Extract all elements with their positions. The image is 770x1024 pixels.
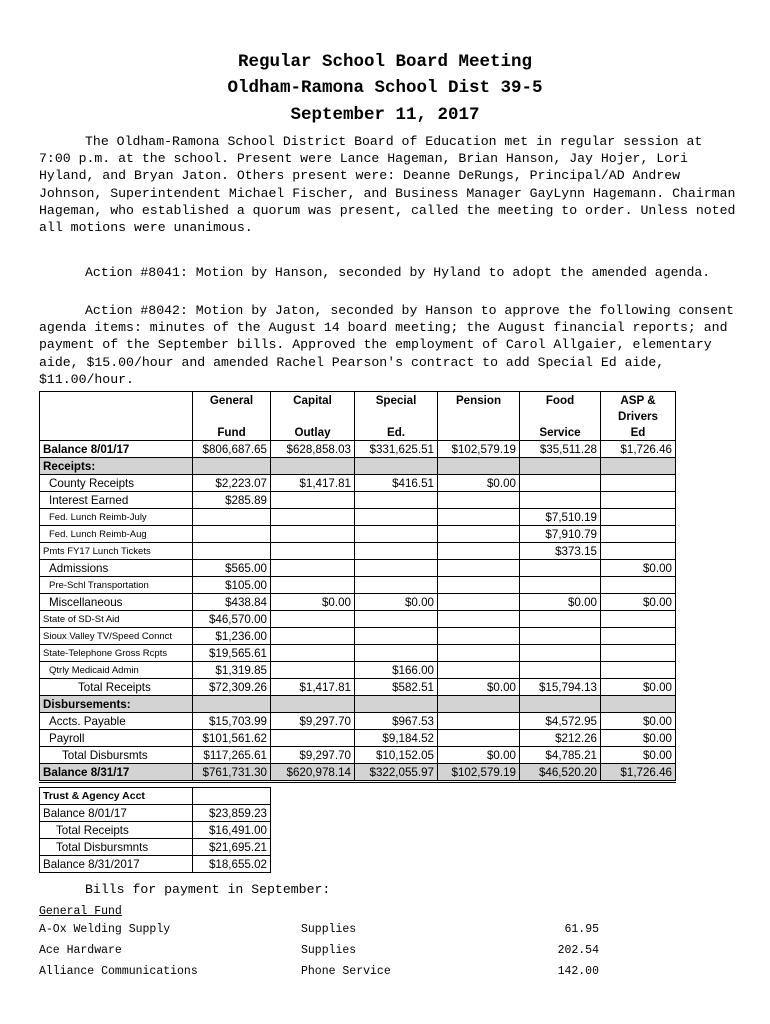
amount-cell: $72,309.26 <box>193 679 271 696</box>
amount-cell <box>601 458 676 475</box>
amount-cell: $0.00 <box>438 679 520 696</box>
row-label: State-Telephone Gross Rcpts <box>40 645 193 662</box>
amount-cell: $565.00 <box>193 560 271 577</box>
column-header <box>520 408 601 424</box>
table-row <box>40 696 676 713</box>
amount-cell: $285.89 <box>193 492 271 509</box>
fund-label: General Fund <box>39 905 122 918</box>
table-row <box>40 458 676 475</box>
table-row <box>40 441 676 458</box>
table-row <box>40 662 676 679</box>
amount-cell: $15,703.99 <box>193 713 271 730</box>
amount-cell: $0.00 <box>601 594 676 611</box>
amount-cell <box>355 492 438 509</box>
column-header: Fund <box>193 424 271 441</box>
amount-cell <box>520 628 601 645</box>
amount-cell <box>355 628 438 645</box>
bill-vendor: Alliance Communications <box>39 965 198 978</box>
action-8041 <box>39 264 739 281</box>
trust-amount: $21,695.21 <box>193 839 271 856</box>
amount-cell <box>438 509 520 526</box>
amount-cell <box>438 696 520 713</box>
amount-cell: $212.26 <box>520 730 601 747</box>
trust-label: Trust & Agency Acct <box>40 788 193 805</box>
amount-cell: $1,726.46 <box>601 441 676 458</box>
table-row <box>40 713 676 730</box>
column-header <box>271 408 355 424</box>
header-blank-cell <box>40 408 193 424</box>
trust-amount <box>193 788 271 805</box>
meeting-date: September 11, 2017 <box>290 105 480 125</box>
amount-cell: $166.00 <box>355 662 438 679</box>
amount-cell: $9,297.70 <box>271 747 355 764</box>
amount-cell <box>355 696 438 713</box>
amount-cell <box>601 645 676 662</box>
row-label: Pmts FY17 Lunch Tickets <box>40 543 193 560</box>
amount-cell <box>438 645 520 662</box>
amount-cell <box>271 628 355 645</box>
trust-agency-table <box>39 787 271 873</box>
amount-cell <box>271 458 355 475</box>
amount-cell: $102,579.19 <box>438 764 520 782</box>
row-label: Qtrly Medicaid Admin <box>40 662 193 679</box>
amount-cell <box>193 526 271 543</box>
trust-row <box>40 805 271 822</box>
amount-cell: $582.51 <box>355 679 438 696</box>
intro-paragraph <box>39 133 739 236</box>
amount-cell <box>601 577 676 594</box>
amount-cell: $1,236.00 <box>193 628 271 645</box>
amount-cell <box>601 526 676 543</box>
row-label: Total Disbursmts <box>40 747 193 764</box>
table-row <box>40 577 676 594</box>
intro-text: The Oldham-Ramona School District Board of Education met in regular session at 7:00 p.m. at the school. Present were Lance Hageman, Brian Hanson, Jay Hojer, Lori Hyland, and Bryan Jaton. Others present were: Deanne DeRungs, Principal/AD Andrew Johnson, Superintendent Michael Fischer, and Business Manager GayLynn Hagemann. Chairman Hageman, who established a quorum was present, called the meeting to order. Unless noted all motions were unanimous. <box>39 134 736 236</box>
table-header-row <box>40 408 676 424</box>
amount-cell <box>355 509 438 526</box>
amount-cell: $0.00 <box>520 594 601 611</box>
amount-cell <box>438 492 520 509</box>
table-row <box>40 628 676 645</box>
table-header-row <box>40 424 676 441</box>
bill-vendor: A-Ox Welding Supply <box>39 923 171 936</box>
amount-cell <box>601 509 676 526</box>
trust-label: Balance 8/31/2017 <box>40 856 193 873</box>
table-row <box>40 526 676 543</box>
amount-cell: $101,561.62 <box>193 730 271 747</box>
amount-cell: $46,570.00 <box>193 611 271 628</box>
amount-cell: $7,910.79 <box>520 526 601 543</box>
table-row <box>40 475 676 492</box>
table-row <box>40 594 676 611</box>
row-label: Disbursements: <box>40 696 193 713</box>
column-header: Pension <box>438 392 520 409</box>
financial-report-table <box>39 391 676 783</box>
column-header: Service <box>520 424 601 441</box>
amount-cell <box>193 509 271 526</box>
action-8042 <box>39 302 739 388</box>
action-text: Action #8042: Motion by Jaton, seconded by Hanson to approve the following consent agenda items: minutes of the August 14 board meeting; the August financial reports; and payment of the September bills. Approved the employment of Carol Allgaier, elementary aide, $15.00/hour and amended Rachel Pearson's contract to add Special Ed aide, $11.00/hour. <box>39 303 734 387</box>
amount-cell <box>520 492 601 509</box>
amount-cell <box>601 543 676 560</box>
amount-cell <box>520 645 601 662</box>
amount-cell: $102,579.19 <box>438 441 520 458</box>
amount-cell <box>355 560 438 577</box>
amount-cell: $416.51 <box>355 475 438 492</box>
amount-cell: $4,785.21 <box>520 747 601 764</box>
amount-cell: $35,511.28 <box>520 441 601 458</box>
amount-cell: $1,726.46 <box>601 764 676 782</box>
bill-amount: 142.00 <box>557 965 599 978</box>
amount-cell: $331,625.51 <box>355 441 438 458</box>
amount-cell: $0.00 <box>601 560 676 577</box>
amount-cell <box>271 696 355 713</box>
amount-cell: $1,417.81 <box>271 679 355 696</box>
amount-cell <box>271 730 355 747</box>
amount-cell <box>271 509 355 526</box>
table-row <box>40 747 676 764</box>
amount-cell: $761,731.30 <box>193 764 271 782</box>
amount-cell <box>601 611 676 628</box>
amount-cell: $105.00 <box>193 577 271 594</box>
table-header-row <box>40 392 676 409</box>
header-blank-cell <box>40 424 193 441</box>
amount-cell <box>520 475 601 492</box>
row-label: Fed. Lunch Reimb-July <box>40 509 193 526</box>
column-header: ASP & <box>601 392 676 409</box>
column-header: Special <box>355 392 438 409</box>
amount-cell <box>520 696 601 713</box>
header-blank-cell <box>40 392 193 409</box>
amount-cell <box>271 577 355 594</box>
row-label: Sioux Valley TV/Speed Connct <box>40 628 193 645</box>
trust-amount: $18,655.02 <box>193 856 271 873</box>
amount-cell: $19,565.61 <box>193 645 271 662</box>
amount-cell <box>271 492 355 509</box>
amount-cell: $628,858.03 <box>271 441 355 458</box>
bill-category: Supplies <box>301 923 357 936</box>
table-row <box>40 679 676 696</box>
table-row <box>40 492 676 509</box>
amount-cell <box>438 611 520 628</box>
amount-cell: $0.00 <box>601 730 676 747</box>
amount-cell <box>601 662 676 679</box>
amount-cell <box>271 645 355 662</box>
amount-cell <box>601 628 676 645</box>
column-header <box>193 408 271 424</box>
amount-cell <box>520 611 601 628</box>
amount-cell: $0.00 <box>438 475 520 492</box>
amount-cell <box>355 577 438 594</box>
amount-cell <box>438 560 520 577</box>
row-label: Admissions <box>40 560 193 577</box>
amount-cell <box>438 594 520 611</box>
amount-cell: $438.84 <box>193 594 271 611</box>
amount-cell <box>601 696 676 713</box>
row-label: Accts. Payable <box>40 713 193 730</box>
amount-cell <box>438 458 520 475</box>
amount-cell: $373.15 <box>520 543 601 560</box>
amount-cell <box>271 526 355 543</box>
trust-amount: $16,491.00 <box>193 822 271 839</box>
amount-cell <box>193 458 271 475</box>
row-label: Pre-Schl Transportation <box>40 577 193 594</box>
column-header: Food <box>520 392 601 409</box>
amount-cell <box>438 713 520 730</box>
amount-cell: $0.00 <box>601 713 676 730</box>
trust-row <box>40 856 271 873</box>
amount-cell: $620,978.14 <box>271 764 355 782</box>
bill-category: Phone Service <box>301 965 391 978</box>
column-header <box>438 424 520 441</box>
row-label: Receipts: <box>40 458 193 475</box>
amount-cell <box>355 611 438 628</box>
row-label: Balance 8/01/17 <box>40 441 193 458</box>
amount-cell: $322,055.97 <box>355 764 438 782</box>
table-row <box>40 543 676 560</box>
column-header <box>438 408 520 424</box>
action-text: Action #8041: Motion by Hanson, seconded by Hyland to adopt the amended agenda. <box>85 265 711 280</box>
row-label: State of SD-St Aid <box>40 611 193 628</box>
row-label: Fed. Lunch Reimb-Aug <box>40 526 193 543</box>
amount-cell: $15,794.13 <box>520 679 601 696</box>
table-row <box>40 611 676 628</box>
amount-cell: $967.53 <box>355 713 438 730</box>
amount-cell: $0.00 <box>438 747 520 764</box>
trust-label: Balance 8/01/17 <box>40 805 193 822</box>
amount-cell: $0.00 <box>271 594 355 611</box>
row-label: Miscellaneous <box>40 594 193 611</box>
amount-cell: $7,510.19 <box>520 509 601 526</box>
amount-cell <box>520 458 601 475</box>
amount-cell: $1,319.85 <box>193 662 271 679</box>
column-header: Drivers <box>601 408 676 424</box>
amount-cell <box>355 458 438 475</box>
table-row <box>40 645 676 662</box>
bill-amount: 202.54 <box>557 944 599 957</box>
amount-cell <box>355 645 438 662</box>
amount-cell <box>520 577 601 594</box>
trust-row <box>40 822 271 839</box>
trust-label: Total Disbursmnts <box>40 839 193 856</box>
amount-cell: $10,152.05 <box>355 747 438 764</box>
column-header: General <box>193 392 271 409</box>
amount-cell <box>355 543 438 560</box>
meeting-title: Regular School Board Meeting <box>237 52 533 72</box>
trust-row <box>40 839 271 856</box>
amount-cell <box>355 526 438 543</box>
amount-cell <box>601 475 676 492</box>
row-label: Interest Earned <box>40 492 193 509</box>
bill-category: Supplies <box>301 944 357 957</box>
amount-cell <box>271 662 355 679</box>
amount-cell <box>271 560 355 577</box>
trust-row <box>40 788 271 805</box>
amount-cell <box>601 492 676 509</box>
column-header: Ed. <box>355 424 438 441</box>
trust-amount: $23,859.23 <box>193 805 271 822</box>
amount-cell: $9,184.52 <box>355 730 438 747</box>
bills-intro-text: Bills for payment in September: <box>85 882 331 897</box>
column-header <box>355 408 438 424</box>
district-title: Oldham-Ramona School Dist 39-5 <box>227 78 543 98</box>
amount-cell: $117,265.61 <box>193 747 271 764</box>
trust-label: Total Receipts <box>40 822 193 839</box>
row-label: Payroll <box>40 730 193 747</box>
column-header: Capital <box>271 392 355 409</box>
amount-cell <box>520 560 601 577</box>
column-header: Outlay <box>271 424 355 441</box>
amount-cell <box>271 611 355 628</box>
amount-cell: $46,520.20 <box>520 764 601 782</box>
amount-cell <box>438 662 520 679</box>
amount-cell: $4,572.95 <box>520 713 601 730</box>
table-row <box>40 560 676 577</box>
amount-cell <box>193 696 271 713</box>
bill-amount: 61.95 <box>564 923 599 936</box>
table-row <box>40 509 676 526</box>
amount-cell: $1,417.81 <box>271 475 355 492</box>
amount-cell: $0.00 <box>355 594 438 611</box>
row-label: Balance 8/31/17 <box>40 764 193 782</box>
bill-vendor: Ace Hardware <box>39 944 122 957</box>
row-label: County Receipts <box>40 475 193 492</box>
amount-cell <box>438 730 520 747</box>
amount-cell <box>438 543 520 560</box>
amount-cell: $0.00 <box>601 679 676 696</box>
amount-cell: $806,687.65 <box>193 441 271 458</box>
table-row <box>40 730 676 747</box>
amount-cell <box>193 543 271 560</box>
amount-cell <box>520 662 601 679</box>
amount-cell <box>438 577 520 594</box>
column-header: Ed <box>601 424 676 441</box>
amount-cell: $9,297.70 <box>271 713 355 730</box>
amount-cell: $2,223.07 <box>193 475 271 492</box>
table-row <box>40 764 676 782</box>
row-label: Total Receipts <box>40 679 193 696</box>
amount-cell <box>271 543 355 560</box>
amount-cell <box>438 628 520 645</box>
amount-cell <box>438 526 520 543</box>
amount-cell: $0.00 <box>601 747 676 764</box>
bills-intro <box>39 882 330 897</box>
